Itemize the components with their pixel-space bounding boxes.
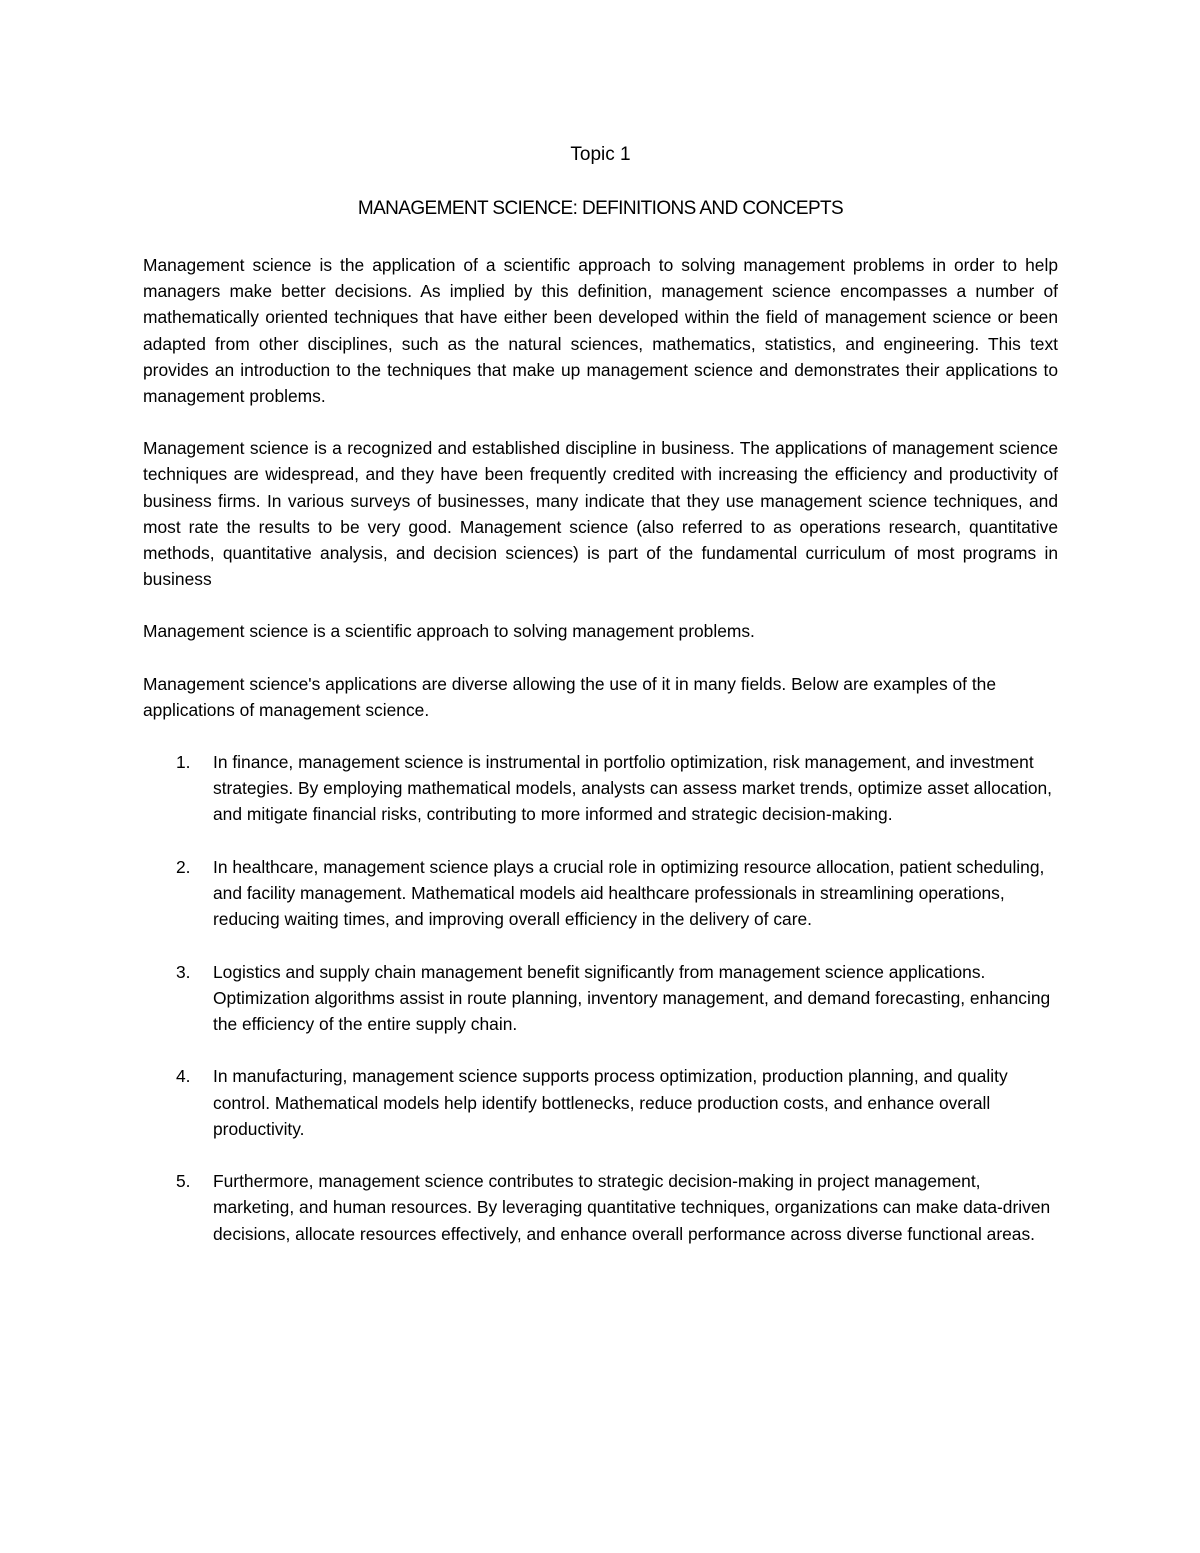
list-item-text: Furthermore, management science contributes to strategic decision-making in project management, marketing, and human resources. By leveraging quantitative techniques, organizations can make data-driven decisions, allocate resources effectively, and enhance overall performance across diverse functional areas. — [213, 1171, 1051, 1244]
list-item-text: In manufacturing, management science supports process optimization, production planning, and quality control. Mathematical models help identify bottlenecks, reduce production costs, and enhance overall productivity. — [213, 1066, 1008, 1139]
list-item — [143, 1168, 1058, 1247]
list-item — [143, 959, 1058, 1038]
list-item — [143, 854, 1058, 933]
list-item-number: 1. — [176, 752, 191, 773]
list-item-text: Logistics and supply chain management benefit significantly from management science applications. Optimization algorithms assist in route planning, inventory management, and demand forecasting, enhancing the efficiency of the entire supply chain. — [213, 961, 1051, 1035]
paragraph-summary: Management science is a scientific approach to solving management problems. — [143, 621, 755, 642]
list-item-number: 3. — [176, 961, 191, 982]
list-item — [143, 749, 1058, 828]
paragraph-applications-intro: Management science's applications are diverse allowing the use of it in many fields. Below are examples of the applications of management science. — [143, 673, 997, 720]
topic-title: Topic 1 — [570, 144, 631, 165]
section-heading: MANAGEMENT SCIENCE: DEFINITIONS AND CONCEPTS — [357, 198, 844, 219]
paragraph-definition: Management science is the application of a scientific approach to solving management problems in order to help managers make better decisions. As implied by this definition, management science encompasses a number of mathematically oriented techniques that have either been developed within the field of management science or been adapted from other disciplines, such as the natural sciences, mathematics, statistics, and engineering. This text provides an introduction to the techniques that make up management science and demonstrates their applications to management problems. — [143, 255, 1058, 407]
applications-list — [143, 749, 1058, 1247]
list-item-number: 5. — [176, 1171, 191, 1192]
paragraph-discipline: Management science is a recognized and established discipline in business. The applications of management science techniques are widespread, and they have been frequently credited with increasing the efficiency and productivity of business firms. In various surveys of businesses, many indicate that they use management science techniques, and most rate the results to be very good. Management science (also referred to as operations research, quantitative methods, quantitative analysis, and decision sciences) is part of the fundamental curriculum of most programs in business — [143, 438, 1058, 590]
document-content — [143, 142, 1058, 1273]
list-item-text: In healthcare, management science plays a crucial role in optimizing resource allocation, patient scheduling, and facility management. Mathematical models aid healthcare professionals in streamlining operations, reducing waiting times, and improving overall efficiency in the delivery of care. — [213, 856, 1045, 930]
list-item-text: In finance, management science is instrumental in portfolio optimization, risk management, and investment strategies. By employing mathematical models, analysts can assess market trends, optimize asset allocation, and mitigate financial risks, contributing to more informed and strategic decision-making. — [213, 752, 1052, 825]
list-item-number: 2. — [176, 856, 191, 877]
list-item — [143, 1063, 1058, 1142]
list-item-number: 4. — [176, 1066, 191, 1087]
